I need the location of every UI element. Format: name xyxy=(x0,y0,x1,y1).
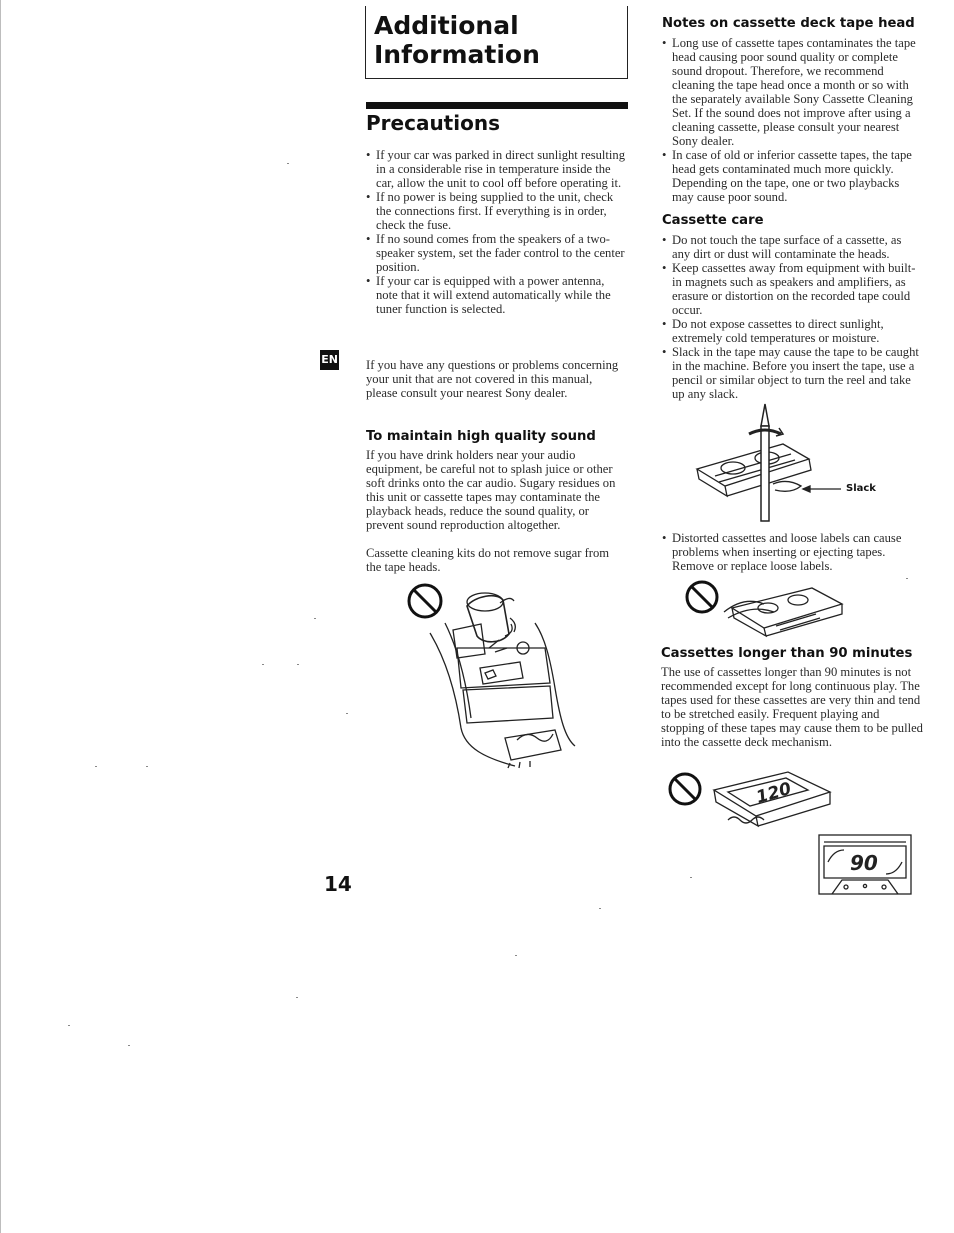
language-tab: EN xyxy=(320,350,339,370)
list-item: • Keep cassettes away from equipment with built-in magnets such as speakers and amplifiers, as erasure or distortion on the recorded tape could occur. xyxy=(662,261,922,317)
scan-speck xyxy=(296,997,298,998)
scan-speck xyxy=(146,766,148,767)
tape-head-list xyxy=(662,36,922,204)
maintain-heading: To maintain high quality sound xyxy=(366,429,596,444)
scan-speck xyxy=(599,908,601,909)
maintain-paragraph: If you have drink holders near your audio equipment, be careful not to splash juice or other soft drinks onto the car audio. Sugary residues on this unit or cassette tapes may contaminate the playback heads, reduce the sound quality, or prevent sound reproduction altogether. xyxy=(366,448,616,532)
cassette-care-heading: Cassette care xyxy=(662,213,764,228)
list-item: • If your car was parked in direct sunlight resulting in a considerable rise in temperature inside the car, allow the unit to cool off before operating it. xyxy=(366,148,628,190)
section-title-line1: Additional xyxy=(374,11,519,40)
cassette-care-list xyxy=(662,233,922,401)
scan-speck xyxy=(314,618,316,619)
list-item: • If no sound comes from the speakers of a two-speaker system, set the fader control to the center position. xyxy=(366,232,628,274)
tape-head-heading: Notes on cassette deck tape head xyxy=(662,16,915,31)
prohibition-icon xyxy=(670,774,700,804)
scan-speck xyxy=(262,664,264,665)
page-number: 14 xyxy=(324,872,352,896)
section-title xyxy=(374,11,540,69)
list-item: • If no power is being supplied to the unit, check the connections first. If everything is in order, check the fuse. xyxy=(366,190,628,232)
distorted-cassette-list xyxy=(662,531,924,573)
contact-note: If you have any questions or problems concerning your unit that are not covered in this manual, please consult your nearest Sony dealer. xyxy=(366,358,619,400)
precautions-heading: Precautions xyxy=(366,111,500,135)
list-item: • Long use of cassette tapes contaminates the tape head causing poor sound quality or complete sound dropout. Therefore, we recommend cleaning the tape head once a month or so with the separately available Sony Cassette Cleaning Set. If the sound does not improve after using a cleaning cassette, please consult your nearest Sony dealer. xyxy=(662,36,922,148)
section-title-line2: Information xyxy=(374,40,540,69)
list-item: • Do not expose cassettes to direct sunlight, extremely cold temperatures or moisture. xyxy=(662,317,922,345)
list-item: • In case of old or inferior cassette tapes, the tape head gets contaminated much more quickly. Depending on the tape, one or two playbacks may cause poor sound. xyxy=(662,148,922,204)
cassette-120-illustration xyxy=(668,770,833,832)
cleaning-kit-note: Cassette cleaning kits do not remove sugar from the tape heads. xyxy=(366,546,610,574)
list-item: • Do not touch the tape surface of a cassette, as any dirt or dust will contaminate the heads. xyxy=(662,233,922,261)
list-item: • Slack in the tape may cause the tape to be caught in the machine. Before you insert the tape, use a pencil or similar object to turn the reel and take up any slack. xyxy=(662,345,922,401)
heading-rule xyxy=(366,102,628,109)
cassette-90-illustration xyxy=(818,834,912,896)
slack-label: Slack xyxy=(846,483,876,494)
scan-speck xyxy=(346,713,348,714)
section-title-box xyxy=(365,6,628,79)
scan-speck xyxy=(68,1025,70,1026)
list-item: • If your car is equipped with a power antenna, note that it will extend automatically while the tuner function is selected. xyxy=(366,274,628,316)
scan-speck xyxy=(287,163,289,164)
precautions-list xyxy=(366,148,628,316)
drink-spill-illustration xyxy=(405,578,580,768)
scan-speck xyxy=(515,955,517,956)
prohibition-icon xyxy=(409,585,441,617)
scan-speck xyxy=(906,578,908,579)
long-cassettes-heading: Cassettes longer than 90 minutes xyxy=(661,646,913,661)
cassette-120-label: 120 xyxy=(753,778,794,808)
page-edge-rule xyxy=(0,0,1,1233)
cassette-90-label: 90 xyxy=(850,851,878,875)
scan-speck xyxy=(690,877,692,878)
long-cassettes-paragraph: The use of cassettes longer than 90 minutes is not recommended except for long continuous play. The tapes used for these cassettes are very thin and tend to be stretched easily. Frequent playing and stopping of these tapes may cause them to be pulled into the cassette deck mechanism. xyxy=(661,665,923,749)
list-item: • Distorted cassettes and loose labels can cause problems when inserting or ejecting tapes. Remove or replace loose labels. xyxy=(662,531,924,573)
scan-speck xyxy=(95,766,97,767)
scan-speck xyxy=(297,664,299,665)
prohibition-icon xyxy=(687,582,717,612)
pencil-reel-illustration xyxy=(695,404,845,524)
distorted-cassette-illustration xyxy=(684,578,844,638)
scan-speck xyxy=(128,1045,130,1046)
